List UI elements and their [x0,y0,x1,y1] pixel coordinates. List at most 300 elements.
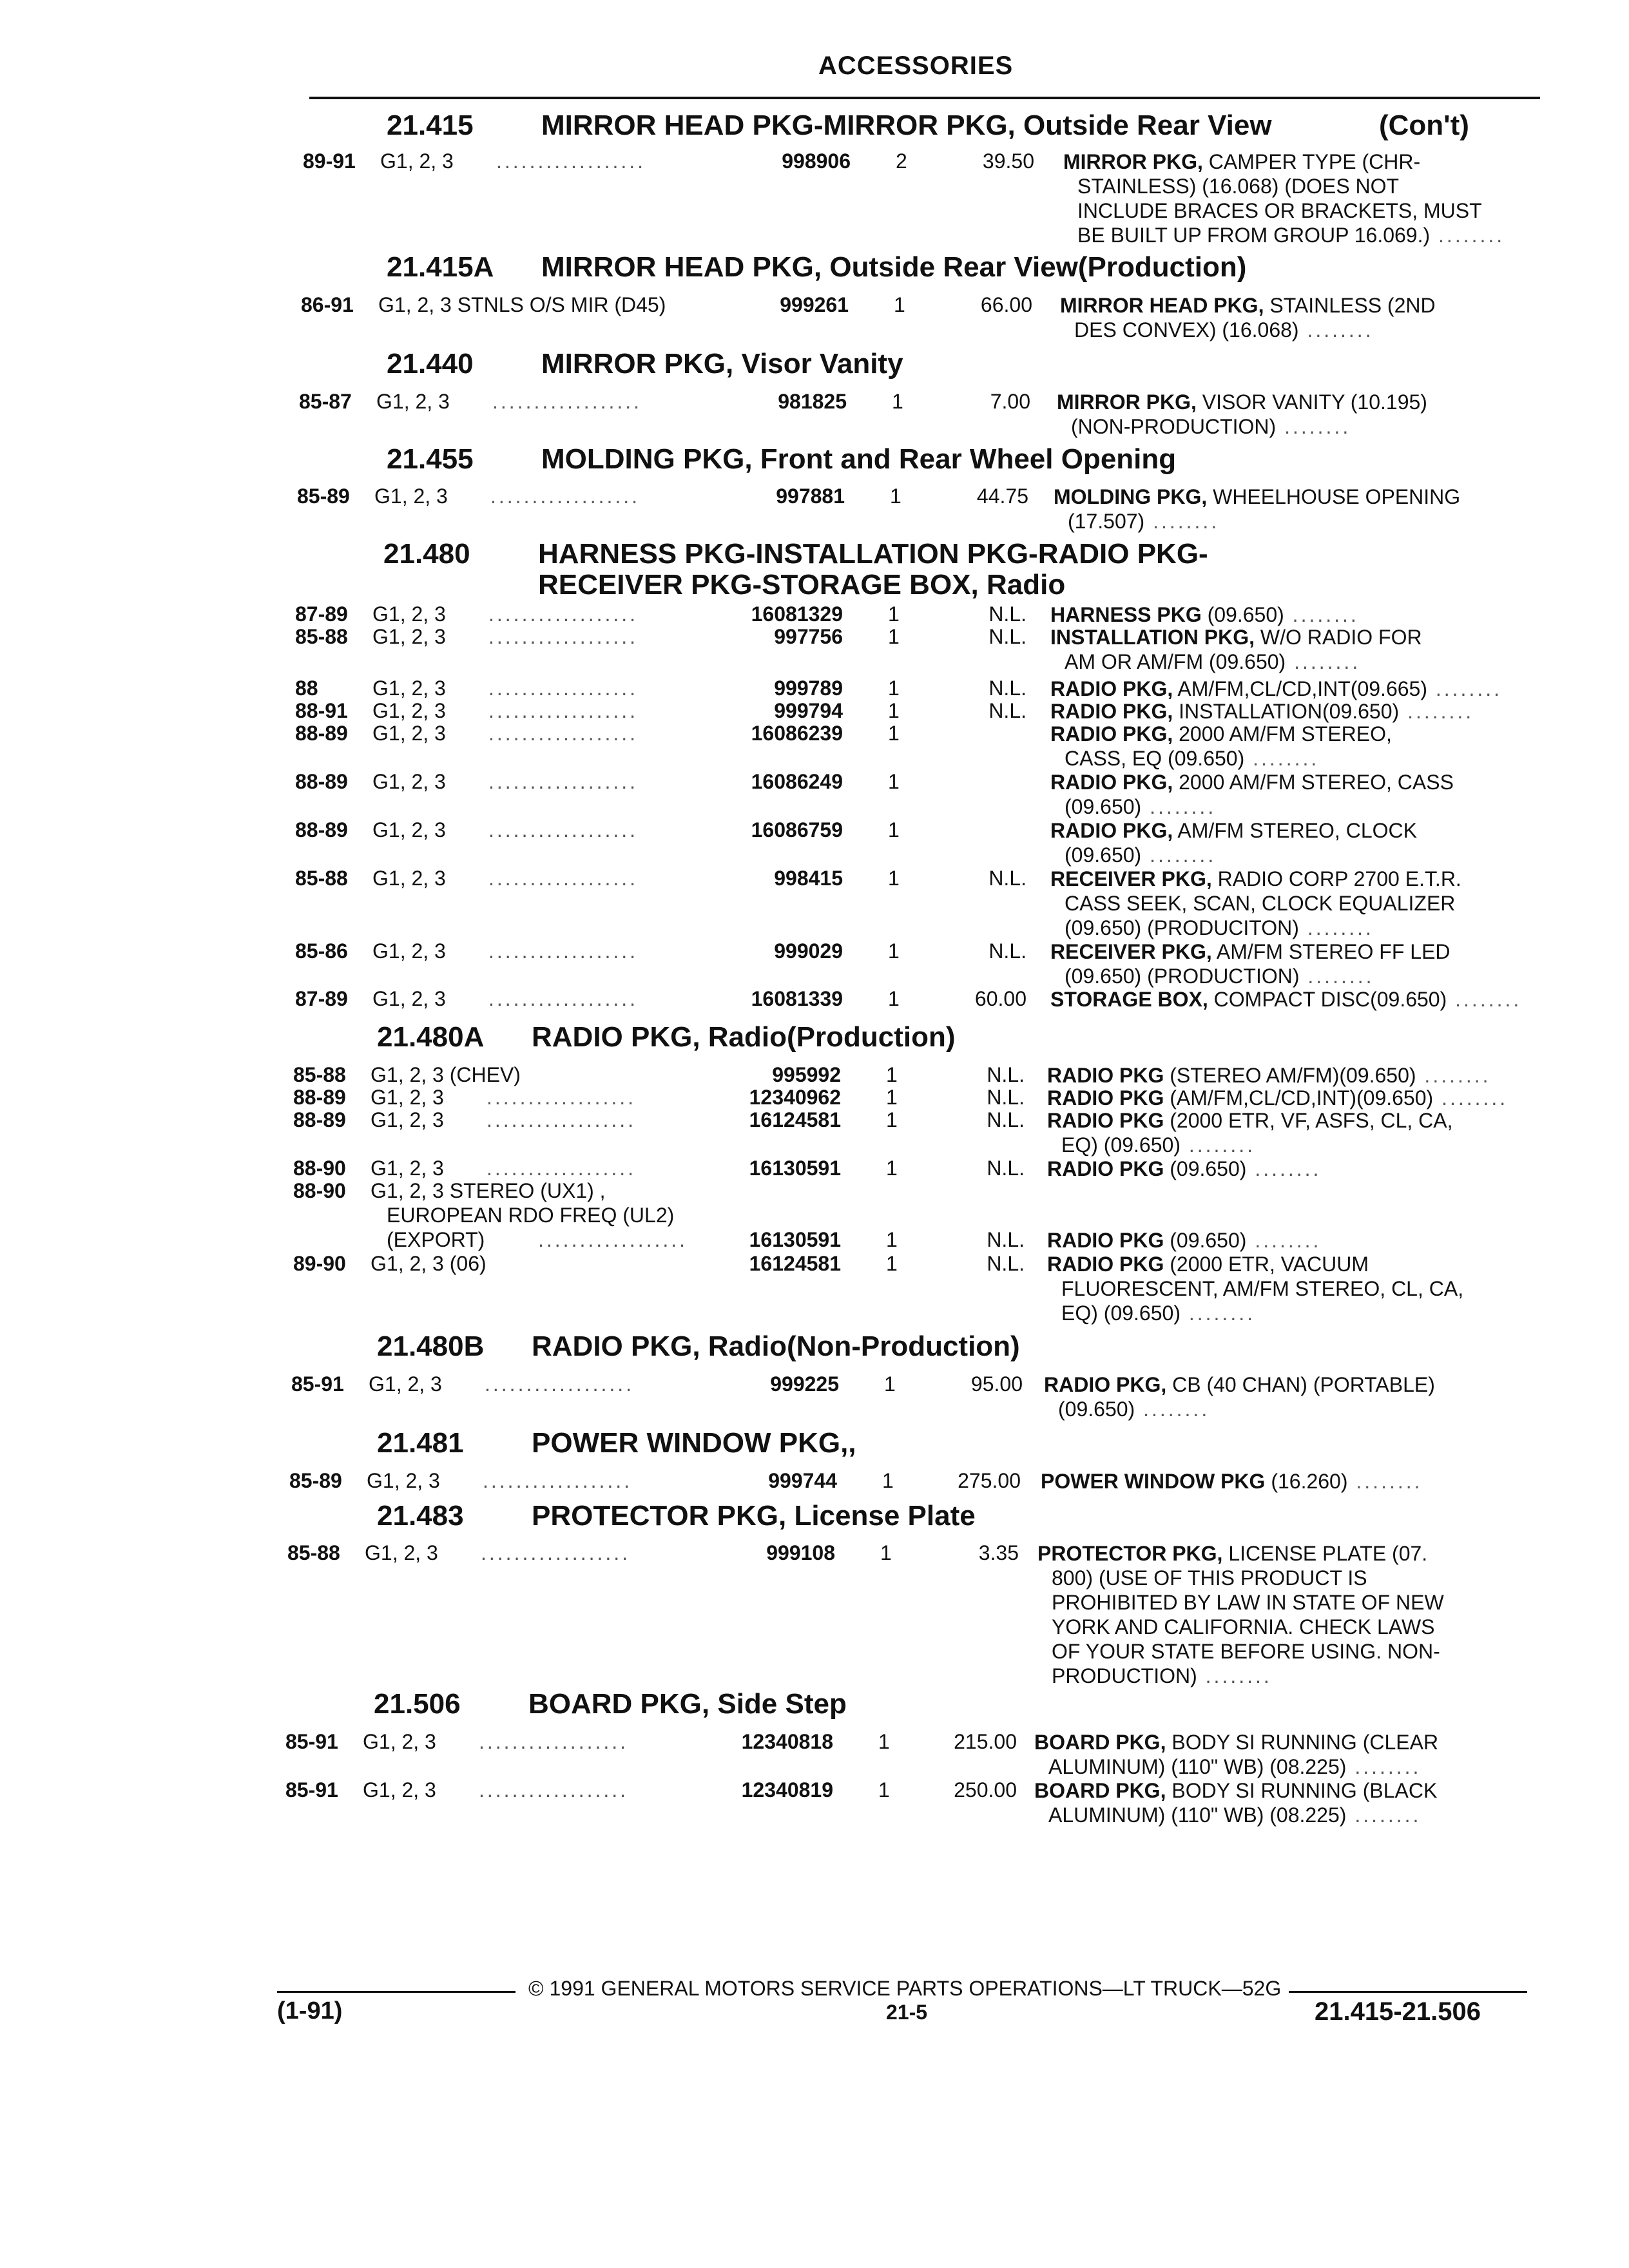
description [1047,1252,1463,1325]
description-lead: RADIO PKG [1047,1064,1164,1087]
description-lead: RADIO PKG [1047,1229,1164,1252]
quantity: 1 [888,722,900,745]
part-row [293,1157,1518,1181]
description-leader-dots: ........ [1197,1664,1272,1687]
price: N.L. [987,1063,1025,1086]
part-number: 999261 [780,293,849,316]
quantity: 1 [886,1108,898,1131]
description [1047,1108,1453,1157]
leader-dots: .................. [479,1778,629,1802]
part-row [295,677,1519,701]
part-row [303,149,1527,247]
page-header-title: ACCESSORIES [818,52,1014,80]
application: G1, 2, 3 [380,149,454,173]
description-lead: RADIO PKG, [1050,700,1173,723]
model-years: 85-87 [299,390,352,413]
application: G1, 2, 3 [372,602,446,626]
description-line: (2000 ETR, VF, ASFS, CL, CA, [1164,1109,1453,1132]
part-row [295,987,1522,1012]
model-years: 88-90 [293,1179,346,1202]
price: 275.00 [958,1469,1021,1492]
quantity: 1 [888,625,900,648]
price: 7.00 [990,390,1030,413]
description-line: YORK AND CALIFORNIA. CHECK LAWS [1052,1615,1435,1639]
description-lead: RADIO PKG [1047,1157,1164,1180]
description-leader-dots: ........ [1141,843,1217,867]
description-line: BODY SI RUNNING (BLACK [1166,1779,1438,1802]
description-line: STAINLESS (2ND [1264,294,1436,317]
description-line: 2000 AM/FM STEREO, CASS [1173,771,1454,794]
section-number: 21.415A [387,251,494,283]
part-number: 999744 [768,1469,837,1492]
description [1054,485,1460,533]
description [1050,939,1451,988]
description-line: COMPACT DISC(09.650) [1208,988,1447,1011]
description-leader-dots: ........ [1276,415,1351,438]
description [1044,1372,1435,1421]
description-leader-dots: ........ [1180,1133,1255,1157]
description-line: (09.650) (PRODUCITON) [1065,916,1299,939]
quantity: 1 [894,293,905,316]
description-line: AM/FM,CL/CD,INT(09.665) [1173,677,1427,700]
part-row [301,293,1525,342]
description-leader-dots: ........ [1135,1398,1210,1421]
section-number: 21.506 [374,1688,461,1720]
description-leader-dots: ........ [1284,603,1359,626]
model-years: 85-89 [289,1469,342,1492]
leader-dots: .................. [485,1372,635,1396]
description-lead: RADIO PKG [1047,1086,1164,1110]
description-line: DES CONVEX) (16.068) [1074,318,1299,341]
part-number: 16086249 [751,770,843,793]
application: G1, 2, 3 (06) [371,1252,487,1275]
quantity: 1 [888,987,900,1010]
description-line: (09.650) [1065,843,1142,867]
part-row [295,602,1519,627]
part-number: 997881 [776,485,845,508]
description-lead: MIRROR PKG, [1057,390,1197,414]
description-leader-dots: ........ [1298,318,1374,341]
section-number: 21.480 [383,538,470,570]
leader-dots: .................. [538,1228,688,1251]
description-line: PRODUCTION) [1052,1664,1197,1687]
section-number: 21.415 [387,110,474,141]
part-number: 16081329 [751,602,843,626]
part-number: 981825 [778,390,847,413]
leader-dots: .................. [488,699,639,722]
price: N.L. [988,867,1027,890]
application: G1, 2, 3 [372,939,446,963]
footer-copyright: © 1991 GENERAL MOTORS SERVICE PARTS OPERATIONS—LT TRUCK—52G [528,1977,1282,2000]
application: G1, 2, 3 [371,1108,444,1131]
part-number: 998415 [774,867,843,890]
quantity: 1 [888,699,900,722]
description-line: (AM/FM,CL/CD,INT)(09.650) [1164,1086,1434,1110]
part-number: 16124581 [749,1252,841,1275]
description-line: (09.650) [1058,1398,1135,1421]
description-line: CAMPER TYPE (CHR- [1202,150,1421,173]
application: G1, 2, 3 [363,1778,436,1802]
description [1063,149,1505,247]
model-years: 89-90 [293,1252,346,1275]
description-line: (STEREO AM/FM)(09.650) [1164,1064,1416,1087]
part-number: 999789 [774,677,843,700]
description-lead: BOARD PKG, [1034,1731,1166,1754]
description-line: AM/FM STEREO, CLOCK [1173,819,1417,842]
quantity: 1 [882,1469,894,1492]
part-row [285,1778,1510,1827]
section-heading [383,538,1543,602]
description-lead: INSTALLATION PKG, [1050,626,1255,649]
price: 60.00 [974,987,1027,1010]
leader-dots: .................. [488,818,639,841]
application: G1, 2, 3 (CHEV) [371,1063,521,1086]
description-lead: RECEIVER PKG, [1050,867,1212,890]
description-line: LICENSE PLATE (07. [1222,1542,1428,1565]
description-line: AM/FM STEREO FF LED [1211,940,1451,963]
description-lead: RADIO PKG [1047,1253,1164,1276]
description-line: (09.650) (PRODUCTION) [1065,965,1300,988]
description-lead: RADIO PKG, [1050,722,1173,745]
description-line: BODY SI RUNNING (CLEAR [1166,1731,1439,1754]
application: G1, 2, 3 [367,1469,440,1492]
description-line: WHEELHOUSE OPENING [1207,485,1461,508]
leader-dots: .................. [488,602,639,626]
part-number: 12340819 [741,1778,833,1802]
part-number: 12340818 [741,1730,833,1753]
description-leader-dots: ........ [1416,1064,1491,1087]
description-leader-dots: ........ [1180,1302,1255,1325]
price: 250.00 [954,1778,1017,1802]
section-title: HARNESS PKG-INSTALLATION PKG-RADIO PKG- [538,538,1208,570]
description [1050,987,1521,1012]
description [1050,625,1422,674]
description-line: INSTALLATION(09.650) [1173,700,1400,723]
description-leader-dots: ........ [1286,650,1361,673]
price: N.L. [987,1157,1025,1180]
footer-range: 21.415-21.506 [1315,1997,1481,2026]
application: G1, 2, 3 [363,1730,436,1753]
quantity: 1 [886,1252,898,1275]
description-line: RADIO CORP 2700 E.T.R. [1211,867,1461,890]
section-number: 21.483 [377,1500,464,1532]
footer-rule-left [277,1991,516,1993]
description-line: CB (40 CHAN) (PORTABLE) [1166,1373,1435,1396]
price: N.L. [988,602,1027,626]
description-lead: BOARD PKG, [1034,1779,1166,1802]
price: N.L. [988,625,1027,648]
part-row [293,1108,1518,1157]
quantity: 1 [888,867,900,890]
part-row [289,1469,1514,1494]
description-lead: MOLDING PKG, [1054,485,1208,508]
model-years: 88-90 [293,1157,346,1180]
leader-dots: .................. [488,939,639,963]
application-line2: EUROPEAN RDO FREQ (UL2) [387,1204,675,1227]
leader-dots: .................. [487,1108,637,1131]
part-number: 999794 [774,699,843,722]
part-number: 999108 [766,1541,835,1564]
description [1057,390,1427,439]
description-lead: RADIO PKG, [1050,819,1173,842]
application: G1, 2, 3 [372,722,446,745]
description-leader-dots: ........ [1399,700,1474,723]
quantity: 1 [892,390,903,413]
description [1037,1541,1444,1688]
section-title: RADIO PKG, Radio(Non-Production) [532,1331,1020,1362]
description-line: (17.507) [1068,510,1145,533]
model-years: 88-91 [295,699,348,722]
section-title: PROTECTOR PKG, License Plate [532,1500,976,1532]
description-leader-dots: ........ [1144,510,1220,533]
leader-dots: .................. [481,1541,631,1564]
description-lead: MIRROR HEAD PKG, [1060,294,1264,317]
part-row [293,1179,1518,1253]
leader-dots: .................. [488,987,639,1010]
price: N.L. [988,677,1027,700]
description-line: INCLUDE BRACES OR BRACKETS, MUST [1077,199,1482,222]
model-years: 85-89 [297,485,350,508]
model-years: 88-89 [293,1108,346,1131]
quantity: 1 [884,1372,896,1396]
part-number: 998906 [782,149,851,173]
quantity: 1 [888,770,900,793]
part-number: 16086239 [751,722,843,745]
price: 3.35 [978,1541,1019,1564]
model-years: 85-91 [285,1778,338,1802]
description-lead: RADIO PKG, [1044,1373,1167,1396]
leader-dots: .................. [488,722,639,745]
description-lead: HARNESS PKG [1050,603,1202,626]
part-row [295,722,1519,771]
description-line: AM OR AM/FM (09.650) [1065,650,1286,673]
description [1047,1086,1508,1110]
description-line: PROHIBITED BY LAW IN STATE OF NEW [1052,1591,1444,1614]
section-number: 21.480A [377,1021,485,1053]
description-leader-dots: ........ [1430,224,1505,247]
application: G1, 2, 3 [365,1541,438,1564]
part-row [295,867,1519,940]
part-row [293,1063,1518,1088]
leader-dots: .................. [496,149,646,173]
leader-dots: .................. [483,1469,633,1492]
application: G1, 2, 3 [372,625,446,648]
description-leader-dots: ........ [1447,988,1522,1011]
description-lead: RECEIVER PKG, [1050,940,1212,963]
application: G1, 2, 3 [374,485,448,508]
description-line: VISOR VANITY (10.195) [1196,390,1427,414]
quantity: 1 [878,1778,890,1802]
application: G1, 2, 3 [372,677,446,700]
part-row [291,1372,1516,1421]
description-line: ALUMINUM) (110" WB) (08.225) [1048,1755,1347,1778]
model-years: 88-89 [295,770,348,793]
part-number: 999029 [774,939,843,963]
description-leader-dots: ........ [1299,965,1374,988]
part-number: 16124581 [749,1108,841,1131]
part-row [287,1541,1512,1688]
price: N.L. [988,939,1027,963]
description-line: (09.650) [1065,795,1142,818]
part-row [295,699,1519,724]
description-line: EQ) (09.650) [1061,1302,1181,1325]
part-row [293,1252,1518,1325]
section-title: BOARD PKG, Side Step [528,1688,847,1720]
part-row [297,485,1521,533]
section-title: MIRROR HEAD PKG, Outside Rear View(Production) [541,251,1247,283]
description-leader-dots: ........ [1246,1229,1322,1252]
quantity: 1 [888,677,900,700]
section-number: 21.440 [387,348,474,380]
footer-page-number: 21-5 [886,2001,928,2024]
description-line: STAINLESS) (16.068) (DOES NOT [1077,175,1400,198]
model-years: 87-89 [295,602,348,626]
part-row [293,1086,1518,1110]
description-line: FLUORESCENT, AM/FM STEREO, CL, CA, [1061,1277,1464,1300]
description-lead: RADIO PKG, [1050,771,1173,794]
model-years: 89-91 [303,149,356,173]
leader-dots: .................. [488,867,639,890]
leader-dots: .................. [488,625,639,648]
quantity: 1 [888,818,900,841]
model-years: 87-89 [295,987,348,1010]
price: 95.00 [970,1372,1023,1396]
part-number: 16130591 [749,1228,841,1251]
section-title: MIRROR PKG, Visor Vanity [541,348,903,380]
part-row [295,939,1519,988]
model-years: 88-89 [295,722,348,745]
quantity: 1 [890,485,901,508]
part-number: 16130591 [749,1157,841,1180]
model-years: 85-91 [291,1372,344,1396]
description-line: 800) (USE OF THIS PRODUCT IS [1052,1566,1367,1590]
leader-dots: .................. [487,1157,637,1180]
application: G1, 2, 3 [371,1086,444,1109]
application: G1, 2, 3 [372,987,446,1010]
leader-dots: .................. [488,677,639,700]
description [1047,1228,1321,1253]
price: N.L. [987,1108,1025,1131]
header-rule [309,97,1540,99]
price: 39.50 [982,149,1034,173]
description-leader-dots: ........ [1298,916,1374,939]
description-leader-dots: ........ [1246,1157,1322,1180]
description [1050,770,1454,819]
part-number: 12340962 [749,1086,841,1109]
footer-rule-right [1289,1991,1527,1993]
price: 44.75 [976,485,1028,508]
leader-dots: .................. [487,1086,637,1109]
model-years: 85-88 [295,867,348,890]
quantity: 1 [886,1228,898,1251]
description-leader-dots: ........ [1244,747,1320,770]
description [1050,722,1392,771]
model-years: 85-88 [287,1541,340,1564]
description-line: (09.650) [1164,1229,1247,1252]
application: G1, 2, 3 [372,770,446,793]
description-line: EQ) (09.650) [1061,1133,1181,1157]
description [1050,699,1474,724]
application-line3: (EXPORT) [387,1228,485,1251]
description-leader-dots: ........ [1346,1755,1422,1778]
description-leader-dots: ........ [1433,1086,1509,1110]
part-row [295,625,1519,674]
description-line: (09.650) [1164,1157,1247,1180]
application: G1, 2, 3 [372,699,446,722]
description [1034,1730,1438,1779]
description-lead: MIRROR PKG, [1063,150,1203,173]
model-years: 85-88 [295,625,348,648]
quantity: 1 [886,1086,898,1109]
part-row [295,770,1519,819]
description-leader-dots: ........ [1427,677,1502,700]
description [1050,818,1417,867]
application: G1, 2, 3 [372,818,446,841]
leader-dots: .................. [479,1730,629,1753]
section-continued: (Con't) [1379,110,1469,141]
description-line: W/O RADIO FOR [1255,626,1422,649]
quantity: 1 [878,1730,890,1753]
description-line: CASS SEEK, SCAN, CLOCK EQUALIZER [1065,892,1456,915]
description [1050,677,1502,701]
leader-dots: .................. [488,770,639,793]
part-row [299,390,1523,439]
description-line: 2000 AM/FM STEREO, [1173,722,1392,745]
section-number: 21.480B [377,1331,485,1362]
description-lead: PROTECTOR PKG, [1037,1542,1223,1565]
part-row [295,818,1519,867]
model-years: 86-91 [301,293,354,316]
part-row [285,1730,1510,1779]
quantity: 1 [886,1157,898,1180]
description-leader-dots: ........ [1346,1803,1422,1827]
description-leader-dots: ........ [1141,795,1217,818]
description-lead: RADIO PKG [1047,1109,1164,1132]
description-line: CASS, EQ (09.650) [1065,747,1245,770]
model-years: 85-88 [293,1063,346,1086]
section-title: POWER WINDOW PKG,, [532,1427,856,1459]
part-number: 16081339 [751,987,843,1010]
section-title: MIRROR HEAD PKG-MIRROR PKG, Outside Rear View [541,110,1272,141]
part-number: 997756 [774,625,843,648]
price: 66.00 [980,293,1032,316]
description-line: (16.260) [1265,1470,1348,1493]
price: 215.00 [954,1730,1017,1753]
section-number: 21.455 [387,443,474,475]
description-leader-dots: ........ [1347,1470,1423,1493]
model-years: 88 [295,677,318,700]
quantity: 1 [880,1541,892,1564]
description-line: (09.650) [1201,603,1284,626]
description [1034,1778,1437,1827]
description [1060,293,1436,342]
description-line: (NON-PRODUCTION) [1071,415,1277,438]
price: N.L. [987,1252,1025,1275]
section-title-line2: RECEIVER PKG-STORAGE BOX, Radio [538,569,1066,601]
quantity: 2 [896,149,907,173]
part-number: 16086759 [751,818,843,841]
quantity: 1 [888,602,900,626]
description [1041,1469,1423,1494]
description-line: ALUMINUM) (110" WB) (08.225) [1048,1803,1347,1827]
model-years: 88-89 [295,818,348,841]
model-years: 85-91 [285,1730,338,1753]
section-title: MOLDING PKG, Front and Rear Wheel Opening [541,443,1177,475]
part-number: 999225 [770,1372,839,1396]
model-years: 88-89 [293,1086,346,1109]
description-line: BE BUILT UP FROM GROUP 16.069.) [1077,224,1431,247]
application: G1, 2, 3 [369,1372,442,1396]
